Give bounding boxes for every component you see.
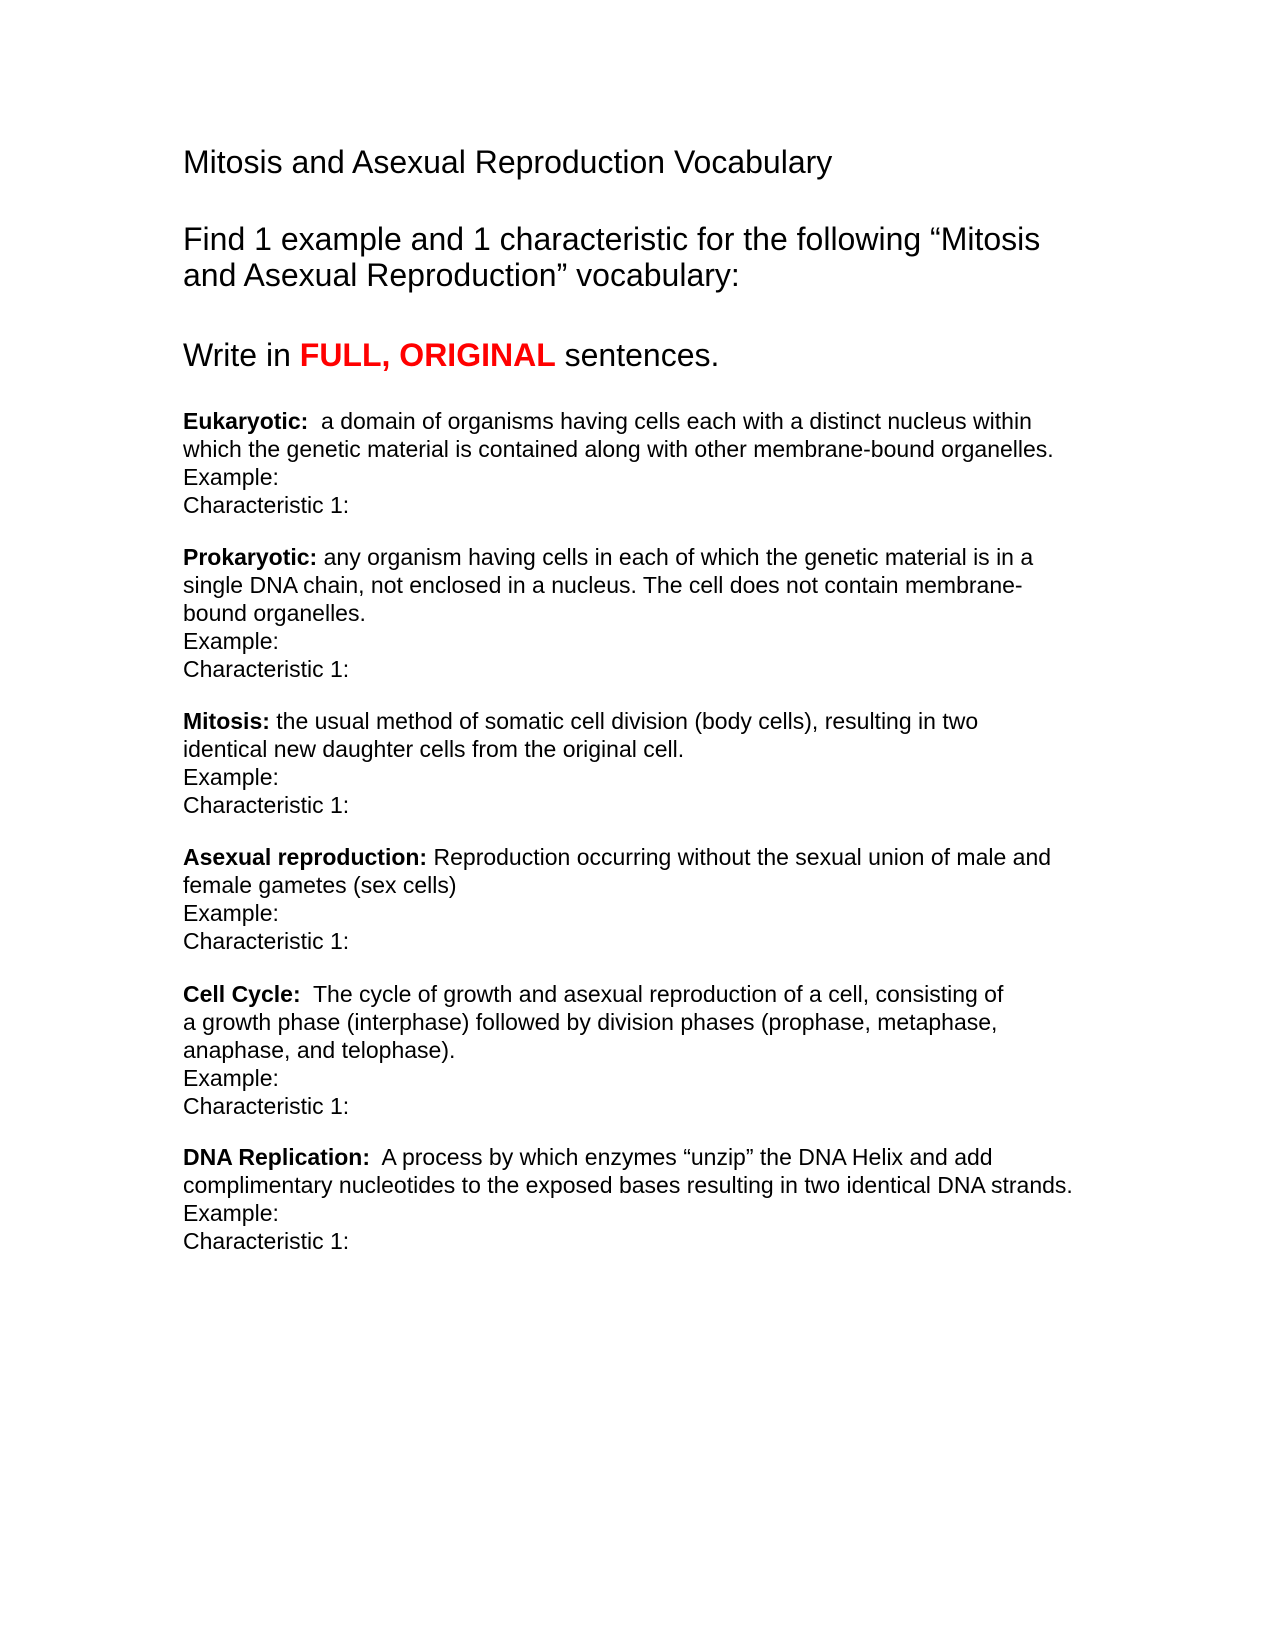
definition-text: the usual method of somatic cell division (body cells), resulting in two — [269, 708, 979, 734]
characteristic-label: Characteristic 1: — [183, 1228, 350, 1254]
vocab-term: Asexual reproduction: — [183, 844, 428, 870]
definition-line: single DNA chain, not enclosed in a nucleus. The cell does not contain membrane- — [183, 572, 1023, 598]
vocab-entry-prokaryotic — [183, 543, 1143, 683]
example-label: Example: — [183, 1200, 279, 1226]
definition-text: any organism having cells in each of which the genetic material is in a — [317, 544, 1034, 570]
definition-line: complimentary nucleotides to the exposed bases resulting in two identical DNA strands. — [183, 1172, 1073, 1198]
example-label: Example: — [183, 764, 279, 790]
writing-directive-emphasis: FULL, ORIGINAL — [299, 337, 556, 373]
vocab-term: Prokaryotic: — [183, 544, 318, 570]
characteristic-label: Characteristic 1: — [183, 792, 350, 818]
vocab-entry-asexual-reproduction — [183, 843, 1143, 955]
characteristic-label: Characteristic 1: — [183, 492, 350, 518]
definition-line: bound organelles. — [183, 600, 366, 626]
vocab-term: Cell Cycle: — [183, 981, 301, 1007]
vocab-entry-mitosis — [183, 707, 1143, 819]
writing-directive-prefix: Write in — [183, 337, 300, 373]
instructions-line-2: and Asexual Reproduction” vocabulary: — [183, 257, 740, 293]
characteristic-label: Characteristic 1: — [183, 656, 350, 682]
definition-line — [183, 1143, 1143, 1171]
definition-line: identical new daughter cells from the original cell. — [183, 736, 685, 762]
definition-line — [183, 707, 1143, 735]
definition-line: a growth phase (interphase) followed by division phases (prophase, metaphase, — [183, 1009, 998, 1035]
definition-text: A process by which enzymes “unzip” the DNA Helix and add — [370, 1144, 993, 1170]
vocab-entry-cell-cycle — [183, 980, 1143, 1120]
definition-line — [183, 407, 1143, 435]
instructions — [183, 221, 1143, 293]
definition-line — [183, 543, 1143, 571]
vocab-term: Eukaryotic: — [183, 408, 309, 434]
writing-directive-suffix: sentences. — [555, 337, 720, 373]
vocab-term: Mitosis: — [183, 708, 270, 734]
vocab-term: DNA Replication: — [183, 1144, 370, 1170]
vocab-entry-eukaryotic — [183, 407, 1143, 519]
example-label: Example: — [183, 628, 279, 654]
definition-text: The cycle of growth and asexual reproduction of a cell, consisting of — [300, 981, 1004, 1007]
example-label: Example: — [183, 464, 279, 490]
definition-text: a domain of organisms having cells each with a distinct nucleus within — [308, 408, 1032, 434]
definition-text: Reproduction occurring without the sexual union of male and — [427, 844, 1052, 870]
definition-line: female gametes (sex cells) — [183, 872, 457, 898]
characteristic-label: Characteristic 1: — [183, 928, 350, 954]
definition-line — [183, 843, 1143, 871]
characteristic-label: Characteristic 1: — [183, 1093, 350, 1119]
page-title: Mitosis and Asexual Reproduction Vocabulary — [183, 144, 833, 180]
definition-line: which the genetic material is contained along with other membrane-bound organelles. — [183, 436, 1054, 462]
example-label: Example: — [183, 900, 279, 926]
example-label: Example: — [183, 1065, 279, 1091]
definition-line: anaphase, and telophase). — [183, 1037, 456, 1063]
vocab-entry-dna-replication — [183, 1143, 1143, 1255]
instructions-line-1: Find 1 example and 1 characteristic for the following “Mitosis — [183, 221, 1041, 257]
definition-line — [183, 980, 1143, 1008]
writing-directive — [183, 337, 719, 373]
